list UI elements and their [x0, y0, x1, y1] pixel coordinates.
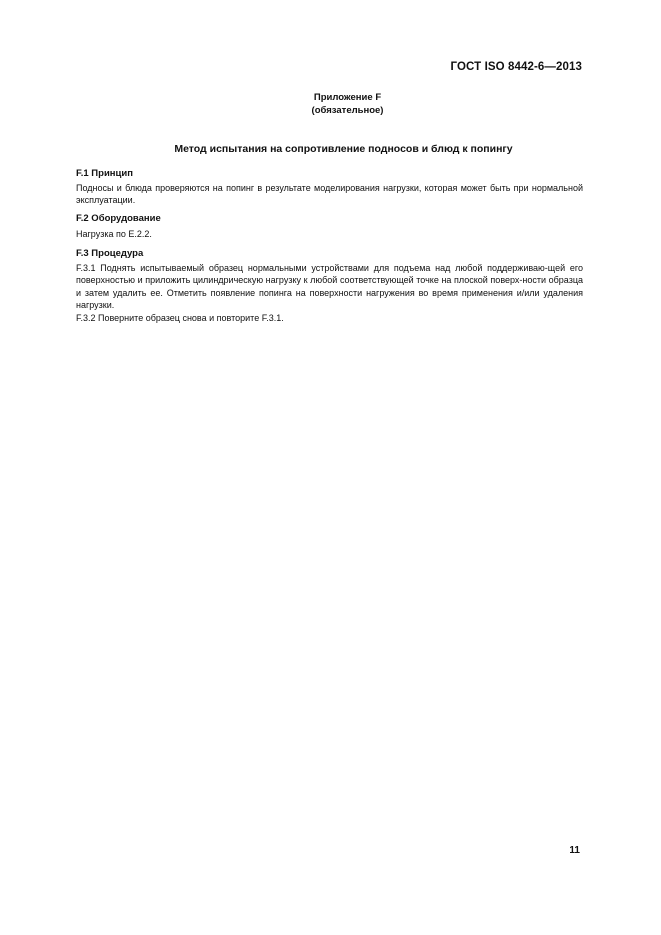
section-f1-text: Подносы и блюда проверяются на попинг в результате моделирования нагрузки, которая может быть при нормальной эксплуатации.	[76, 183, 583, 206]
section-f1-text-block	[76, 182, 583, 207]
section-f1-heading: F.1 Принцип	[76, 168, 133, 179]
appendix-title: Приложение F	[313, 92, 382, 103]
document-code: ГОСТ ISO 8442-6—2013	[450, 61, 582, 73]
section-f3-paragraph-2: F.3.2 Поверните образец снова и повторите F.3.1.	[76, 312, 284, 323]
appendix-heading	[0, 91, 661, 117]
section-f3-heading: F.3 Процедура	[76, 248, 144, 259]
page-number: 11	[569, 845, 580, 856]
section-f3-text-block	[76, 262, 583, 324]
section-f2-text-block	[76, 228, 583, 240]
method-title: Метод испытания на сопротивление подносов и блюд к попингу	[174, 143, 513, 155]
section-f2-heading: F.2 Оборудование	[76, 213, 161, 224]
section-f2-text: Нагрузка по Е.2.2.	[76, 229, 152, 239]
section-f3-paragraph-1: F.3.1 Поднять испытываемый образец нормальными устройствами для подъема над любой поддерживаю-щей его поверхностью и приложить цилиндрическую нагрузку к любой соответствующей точке на плоской поверх-ности образца и затем удалить ее. Отметить появление попинга на поверхности нагружения во время применения и/или удаления нагрузки.	[76, 263, 583, 311]
appendix-subtitle: (обязательное)	[311, 105, 384, 116]
